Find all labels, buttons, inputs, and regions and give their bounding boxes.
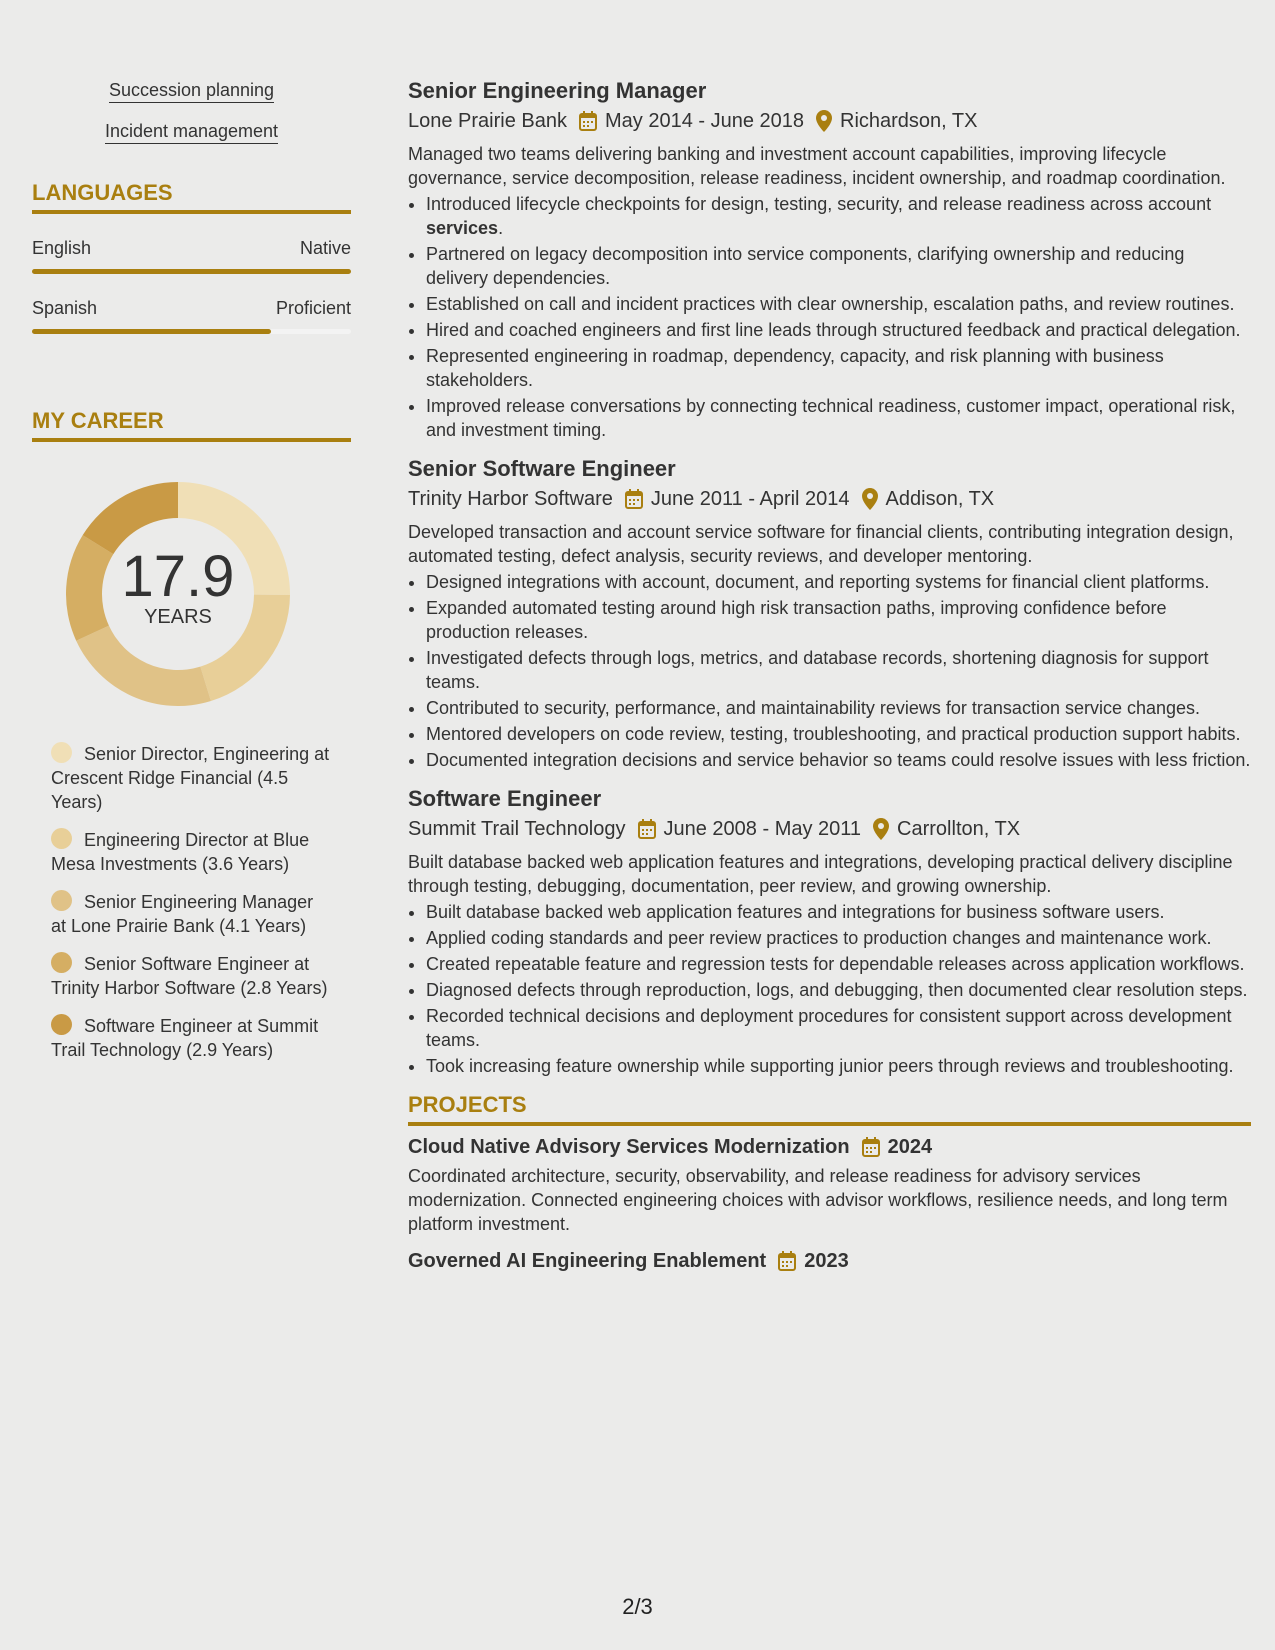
company-name: Trinity Harbor Software	[408, 488, 613, 510]
job-bullet: • Hired and coached engineers and first line leads through structured feedback and practical delegation.	[426, 318, 1251, 342]
job-location: Carrollton, TX	[897, 818, 1021, 840]
job-bullet: • Expanded automated testing around high risk transaction paths, improving confidence before production releases.	[426, 596, 1251, 644]
sidebar	[32, 80, 351, 1076]
job-meta	[408, 106, 1251, 136]
legend-label: Engineering Director at Blue Mesa Investments (3.6 Years)	[51, 830, 310, 874]
project-entry	[408, 1132, 1251, 1236]
job-bullet: • Applied coding standards and peer review practices to production changes and maintenance work.	[426, 926, 1251, 950]
skill-tag	[32, 121, 351, 144]
calendar-icon	[625, 489, 643, 509]
job-bullet: • Represented engineering in roadmap, dependency, capacity, and risk planning with business stakeholders.	[426, 344, 1251, 392]
map-pin-icon	[862, 488, 878, 510]
project-entry	[408, 1246, 1251, 1276]
legend-label: Senior Engineering Manager at Lone Prairie Bank (4.1 Years)	[51, 892, 314, 936]
legend-dot	[51, 1014, 72, 1035]
language-name: English	[32, 238, 92, 258]
company-name: Summit Trail Technology	[408, 818, 626, 840]
calendar-icon	[862, 1137, 880, 1157]
career-unit: YEARS	[144, 606, 212, 628]
legend-label: Senior Director, Engineering at Crescent Ridge Financial (4.5 Years)	[51, 744, 330, 812]
job-entry	[408, 454, 1251, 772]
career-total: 17.9	[121, 544, 235, 609]
job-bullets	[408, 192, 1251, 442]
projects-heading: PROJECTS	[408, 1092, 1251, 1126]
legend-dot	[51, 742, 72, 763]
career-legend-item	[51, 952, 331, 1000]
project-description: Coordinated architecture, security, observability, and release readiness for advisory services modernization. Connected engineering choices with advisor workflows, resilience needs, and long term platform investment.	[408, 1166, 1228, 1234]
job-bullet: • Established on call and incident practices with clear ownership, escalation paths, and review routines.	[426, 292, 1251, 316]
legend-dot	[51, 828, 72, 849]
job-bullet: • Built database backed web application features and integrations for business software users.	[426, 900, 1251, 924]
job-bullet: • Introduced lifecycle checkpoints for design, testing, security, and release readiness across account services.	[426, 192, 1251, 240]
job-dates: June 2008 - May 2011	[663, 818, 862, 840]
job-entry	[408, 76, 1251, 442]
job-bullets	[408, 570, 1251, 772]
company-name: Lone Prairie Bank	[408, 110, 567, 132]
job-description: Developed transaction and account service software for financial clients, contributing integration design, automated testing, defect analysis, security reviews, and developer mentoring.	[408, 522, 1234, 566]
language-spanish	[32, 298, 351, 334]
skill-label: Incident management	[105, 121, 278, 144]
job-title: Senior Software Engineer	[408, 456, 676, 481]
project-title-row	[408, 1132, 1251, 1162]
project-year: 2023	[804, 1250, 849, 1272]
skill-label: Succession planning	[109, 80, 274, 103]
job-meta	[408, 814, 1251, 844]
job-dates: June 2011 - April 2014	[650, 488, 850, 510]
calendar-icon	[579, 111, 597, 131]
job-bullet: • Improved release conversations by connecting technical readiness, customer impact, operational risk, and investment timing.	[426, 394, 1251, 442]
language-level-bar	[32, 269, 351, 274]
language-level: Proficient	[275, 298, 351, 318]
map-pin-icon	[873, 818, 889, 840]
job-description: Managed two teams delivering banking and investment account capabilities, improving lifecycle governance, service decomposition, release readiness, incident ownership, and roadmap coordination.	[408, 144, 1226, 188]
job-entry	[408, 784, 1251, 1078]
project-title-row	[408, 1246, 1251, 1276]
job-location: Richardson, TX	[840, 110, 978, 132]
calendar-icon	[778, 1251, 796, 1271]
skill-tag	[32, 80, 351, 103]
job-bullet: • Took increasing feature ownership while supporting junior peers through reviews and troubleshooting.	[426, 1054, 1251, 1078]
language-level: Native	[299, 238, 351, 258]
language-english	[32, 238, 351, 274]
job-bullet: • Recorded technical decisions and deployment procedures for consistent support across development teams.	[426, 1004, 1251, 1052]
job-location: Addison, TX	[885, 488, 995, 510]
job-meta	[408, 484, 1251, 514]
legend-label: Senior Software Engineer at Trinity Harbor Software (2.8 Years)	[51, 954, 328, 998]
career-donut-chart	[66, 482, 290, 706]
job-bullet: • Documented integration decisions and service behavior so teams could resolve issues with less friction.	[426, 748, 1251, 772]
job-bullet: • Diagnosed defects through reproduction, logs, and debugging, then documented clear resolution steps.	[426, 978, 1251, 1002]
project-year: 2024	[887, 1136, 933, 1158]
map-pin-icon	[816, 110, 832, 132]
job-bullet: • Designed integrations with account, document, and reporting systems for financial client platforms.	[426, 570, 1251, 594]
job-bullet: • Created repeatable feature and regression tests for dependable releases across application workflows.	[426, 952, 1251, 976]
job-bullets	[408, 900, 1251, 1078]
page-number: 2/3	[622, 1594, 653, 1619]
calendar-icon	[638, 819, 656, 839]
job-title: Senior Engineering Manager	[408, 78, 707, 103]
job-description: Built database backed web application features and integrations, developing practical delivery discipline through testing, debugging, documentation, peer review, and growing ownership.	[408, 852, 1233, 896]
career-legend-item	[51, 890, 331, 938]
job-bullet: • Mentored developers on code review, testing, troubleshooting, and practical production support habits.	[426, 722, 1251, 746]
career-legend	[51, 742, 331, 1062]
career-legend-item	[51, 1014, 331, 1062]
legend-label: Software Engineer at Summit Trail Technology (2.9 Years)	[51, 1016, 319, 1060]
career-legend-item	[51, 828, 331, 876]
donut-slice	[76, 626, 211, 706]
job-title: Software Engineer	[408, 786, 602, 811]
project-title: Governed AI Engineering Enablement	[408, 1250, 767, 1272]
job-bullet: • Contributed to security, performance, and maintainability reviews for transaction service changes.	[426, 696, 1251, 720]
job-dates: May 2014 - June 2018	[604, 110, 805, 132]
career-heading: MY CAREER	[32, 408, 351, 442]
job-bullet: • Partnered on legacy decomposition into service components, clarifying ownership and reducing delivery dependencies.	[426, 242, 1251, 290]
job-bullet: • Investigated defects through logs, metrics, and database records, shortening diagnosis for support teams.	[426, 646, 1251, 694]
language-name: Spanish	[32, 298, 98, 318]
career-legend-item	[51, 742, 331, 814]
legend-dot	[51, 952, 72, 973]
project-title: Cloud Native Advisory Services Modernization	[408, 1136, 850, 1158]
experience-column	[408, 76, 1251, 1276]
legend-dot	[51, 890, 72, 911]
languages-heading: LANGUAGES	[32, 180, 351, 214]
language-level-bar	[32, 329, 351, 334]
